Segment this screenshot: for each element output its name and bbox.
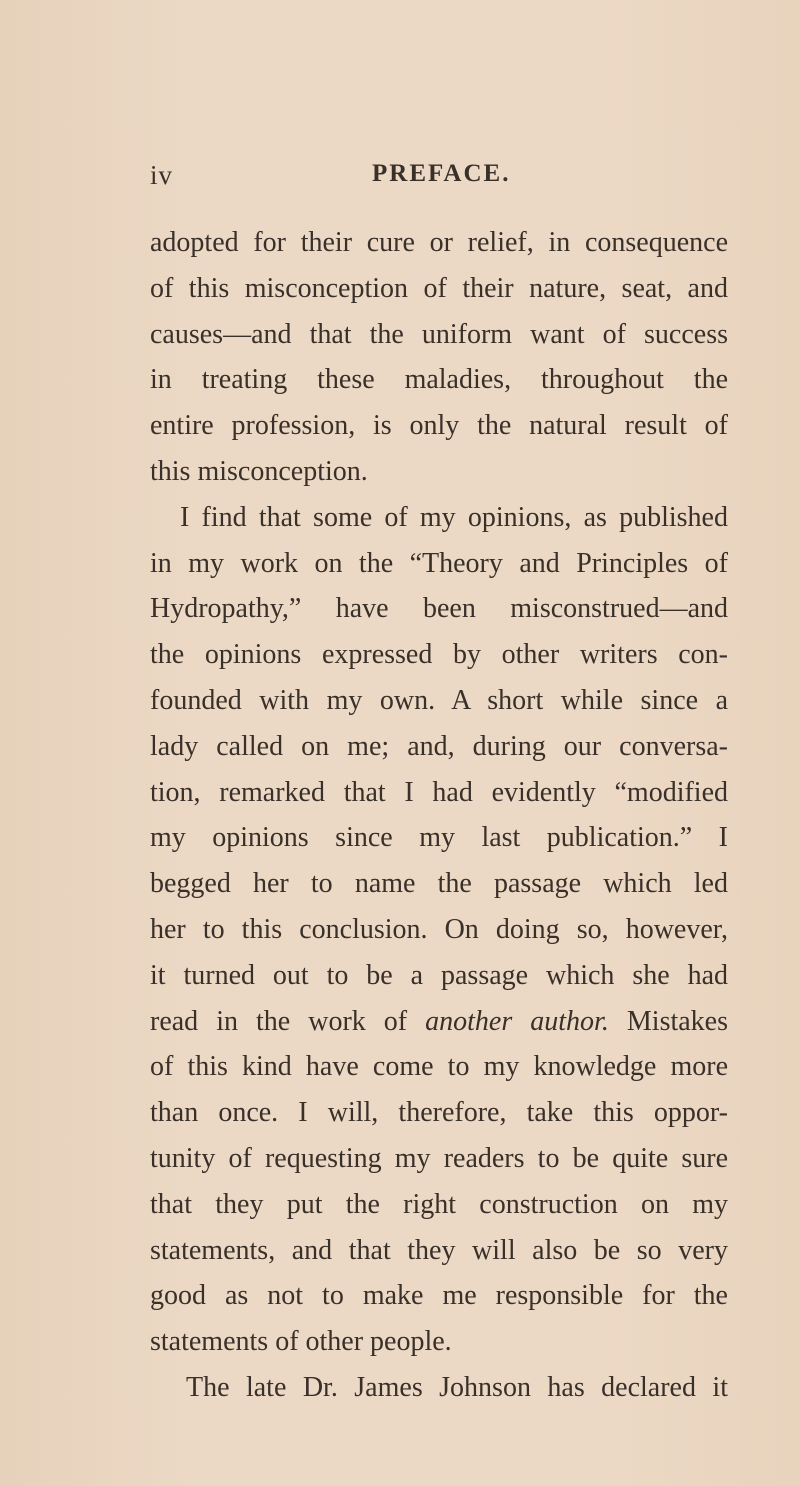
text-line: than once. I will, therefore, take this oppor- (150, 1097, 728, 1129)
text-line: The late Dr. James Johnson has declared it (186, 1371, 728, 1403)
text-line: in treating these maladies, throughout the (150, 364, 728, 396)
text-line: Hydropathy,” have been misconstrued—and (150, 593, 728, 625)
text-line: statements of other people. (150, 1326, 452, 1358)
text-line: I find that some of my opinions, as published (180, 501, 728, 533)
running-head (150, 160, 730, 200)
text-line: lady called on me; and, during our conversa- (150, 730, 728, 762)
text-line: it turned out to be a passage which she had (150, 959, 728, 991)
running-title: PREFACE. (372, 160, 511, 187)
text-line: tion, remarked that I had evidently “modified (150, 776, 728, 808)
text-line: tunity of requesting my readers to be quite sure (150, 1142, 728, 1174)
text-line: the opinions expressed by other writers con- (150, 639, 728, 671)
text-line: good as not to make me responsible for the (150, 1280, 728, 1312)
text-line: statements, and that they will also be so very (150, 1234, 728, 1266)
text-segment: Mistakes (626, 1005, 728, 1037)
text-segment: read in the work of (150, 1005, 408, 1037)
italic-text-segment: another author. (425, 1005, 609, 1037)
text-line: adopted for their cure or relief, in consequence (150, 227, 728, 258)
text-line: her to this conclusion. On doing so, however, (150, 913, 728, 945)
text-line: begged her to name the passage which led (150, 868, 728, 900)
text-line: causes—and that the uniform want of success (150, 318, 728, 350)
text-line-mixed (150, 999, 728, 1045)
text-line: of this misconception of their nature, seat, and (150, 272, 728, 304)
text-line: in my work on the “Theory and Principles of (150, 547, 728, 579)
text-line: my opinions since my last publication.” I (150, 822, 728, 854)
text-line: entire profession, is only the natural result of (150, 410, 728, 442)
body-text (150, 220, 728, 1411)
text-line: founded with my own. A short while since a (150, 684, 728, 716)
text-line: that they put the right construction on my (150, 1188, 728, 1220)
text-line: this misconception. (150, 455, 368, 487)
text-line: of this kind have come to my knowledge more (150, 1051, 728, 1083)
page-number: iv (150, 160, 174, 190)
